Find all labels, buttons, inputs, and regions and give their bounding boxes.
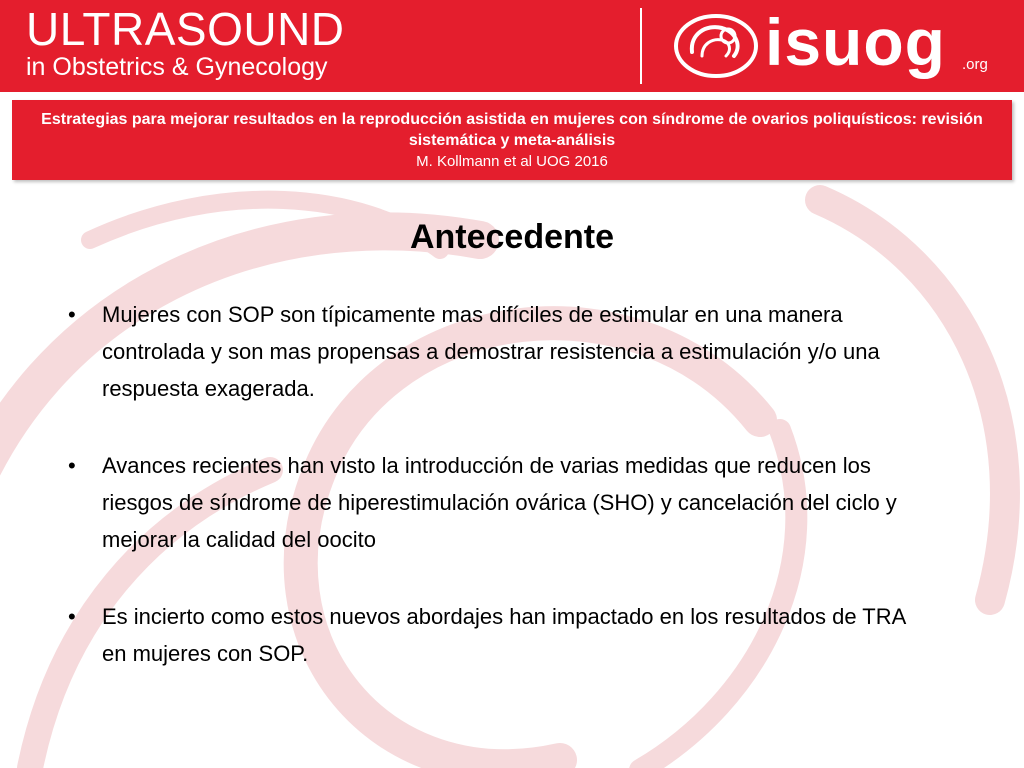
bullet-marker: •	[68, 453, 76, 478]
logo-divider	[640, 8, 642, 84]
bullet-item	[68, 447, 928, 558]
paper-citation: M. Kollmann et al UOG 2016	[416, 153, 608, 170]
bullet-text: Es incierto como estos nuevos abordajes han impactado en los resultados de TRA en mujeres con SOP.	[102, 604, 906, 666]
bullet-marker: •	[68, 604, 76, 629]
bullet-text: Avances recientes han visto la introducción de varias medidas que reducen los riesgos de síndrome de hiperestimulación ovárica (SHO) y cancelación del ciclo y mejorar la calidad del oocito	[102, 453, 897, 552]
bullet-item	[68, 296, 928, 407]
bullet-text: Mujeres con SOP son típicamente mas difíciles de estimular en una manera controlada y son mas propensas a demostrar resistencia a estimulación y/o una respuesta exagerada.	[102, 302, 880, 401]
bullet-marker: •	[68, 302, 76, 327]
paper-title: Estrategias para mejorar resultados en la reproducción asistida en mujeres con síndrome de ovarios poliquísticos: revisión sistemática y meta-análisis	[41, 111, 983, 149]
journal-subtitle: in Obstetrics & Gynecology	[26, 53, 328, 81]
isuog-logo-suffix: .org	[962, 56, 988, 73]
fetus-swirl-icon	[672, 12, 760, 80]
journal-title: ULTRASOUND	[26, 3, 345, 55]
bullet-item	[68, 598, 928, 672]
paper-reference-box	[12, 100, 1012, 180]
journal-header	[0, 0, 1024, 92]
bullet-list	[68, 296, 928, 712]
section-heading: Antecedente	[409, 218, 615, 256]
isuog-logo-text: isuog	[765, 5, 946, 79]
